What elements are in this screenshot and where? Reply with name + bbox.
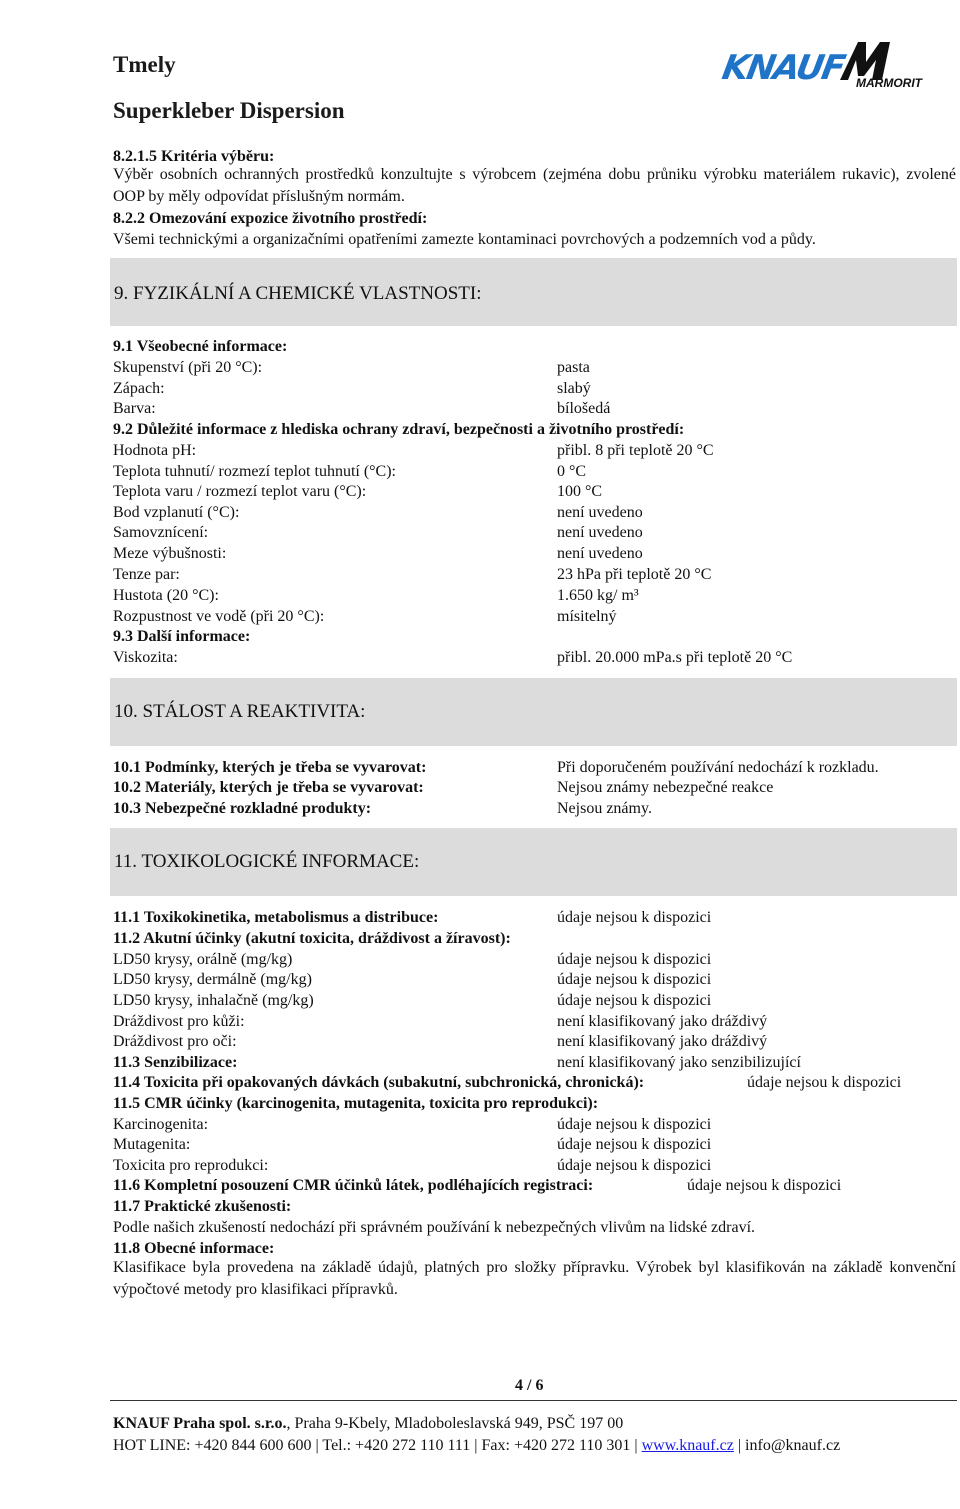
heading-11-6: 11.6 Kompletní posouzení CMR účinků látek, podléhajících registraci: — [113, 1177, 594, 1194]
property-value: údaje nejsou k dispozici — [557, 1116, 712, 1133]
paragraph-8-2-1-5: Výběr osobních ochranných prostředků konzultujte s výrobcem (zejména dobu průniku výrobku materiálem rukavic), zvolené OOP by měly odpovídat příslušným normám. — [113, 166, 956, 205]
property-value: údaje nejsou k dispozici — [687, 1177, 842, 1194]
company-name: KNAUF Praha spol. s.r.o. — [113, 1415, 287, 1432]
section-band-9 — [110, 258, 957, 326]
property-label: Dráždivost pro oči: — [113, 1033, 237, 1050]
property-value: údaje nejsou k dispozici — [557, 951, 712, 968]
section-title-10: 10. STÁLOST A REAKTIVITA: — [114, 701, 366, 722]
property-label: Meze výbušnosti: — [113, 545, 227, 562]
property-value: mísitelný — [557, 608, 617, 625]
website-link[interactable]: www.knauf.cz — [641, 1437, 734, 1454]
heading-11-3: 11.3 Senzibilizace: — [113, 1054, 238, 1071]
heading-11-7: 11.7 Praktické zkušenosti: — [113, 1198, 292, 1215]
property-label: Hodnota pH: — [113, 442, 197, 459]
property-value: Při doporučeném používání nedochází k rozkladu. — [557, 759, 879, 776]
hotline-text: HOT LINE: +420 844 600 600 | Tel.: +420 272 110 111 | Fax: +420 272 110 301 | — [113, 1437, 638, 1454]
section-band-11 — [110, 828, 957, 896]
property-label: Karcinogenita: — [113, 1116, 209, 1133]
property-value: údaje nejsou k dispozici — [557, 971, 712, 988]
property-label: Viskozita: — [113, 649, 178, 666]
property-value: pasta — [557, 359, 590, 376]
property-label: Barva: — [113, 400, 156, 417]
property-value: údaje nejsou k dispozici — [557, 992, 712, 1009]
property-label: Teplota tuhnutí/ rozmezí teplot tuhnutí (°C): — [113, 463, 396, 480]
heading-11-2: 11.2 Akutní účinky (akutní toxicita, dráždivost a žíravost): — [113, 930, 511, 947]
paragraph-11-7: Podle našich zkušeností nedochází při správném používání k nebezpečných vlivům na lidské zdraví. — [113, 1219, 756, 1236]
section-title-9: 9. FYZIKÁLNÍ A CHEMICKÉ VLASTNOSTI: — [114, 283, 482, 304]
property-label: Zápach: — [113, 380, 165, 397]
heading-10-2: 10.2 Materiály, kterých je třeba se vyvarovat: — [113, 779, 424, 796]
heading-8-2-1-5: 8.2.1.5 Kritéria výběru: — [113, 148, 275, 165]
property-label: Rozpustnost ve vodě (při 20 °C): — [113, 608, 325, 625]
company-address: , Praha 9-Kbely, Mladoboleslavská 949, PSČ 197 00 — [286, 1415, 624, 1432]
email-text: | info@knauf.cz — [737, 1437, 841, 1454]
paragraph-11-8: Klasifikace byla provedena na základě údajů, platných pro složky přípravku. Výrobek byl klasifikován na základě konvenční výpočtové metody pro klasifikaci přípravků. — [113, 1259, 956, 1298]
property-label: Dráždivost pro kůži: — [113, 1013, 245, 1030]
property-value: není klasifikovaný jako dráždivý — [557, 1013, 768, 1030]
paragraph-8-2-2: Všemi technickými a organizačními opatřeními zamezte kontaminaci povrchových a podzemních vod a půdy. — [113, 231, 816, 248]
property-value: 1.650 kg/ m³ — [557, 587, 639, 604]
property-value: není uvedeno — [557, 545, 643, 562]
property-value: není klasifikovaný jako dráždivý — [557, 1033, 768, 1050]
document-title: Tmely — [113, 52, 176, 77]
property-label: LD50 krysy, inhalačně (mg/kg) — [113, 992, 314, 1009]
section-band-10 — [110, 678, 957, 746]
heading-11-8: 11.8 Obecné informace: — [113, 1240, 275, 1257]
marmorit-logo-text: MARMORIT — [856, 76, 922, 90]
property-value: bílošedá — [557, 400, 611, 417]
property-label: Mutagenita: — [113, 1136, 191, 1153]
page-number: 4 / 6 — [515, 1377, 544, 1394]
heading-8-2-2: 8.2.2 Omezování expozice životního prostředí: — [113, 210, 428, 227]
property-value: slabý — [557, 380, 591, 397]
heading-11-5: 11.5 CMR účinky (karcinogenita, mutagenita, toxicita pro reprodukci): — [113, 1095, 599, 1112]
property-value: není klasifikovaný jako senzibilizující — [557, 1054, 801, 1071]
property-value: není uvedeno — [557, 504, 643, 521]
heading-10-3: 10.3 Nebezpečné rozkladné produkty: — [113, 800, 372, 817]
property-label: Hustota (20 °C): — [113, 587, 219, 604]
heading-9-3: 9.3 Další informace: — [113, 628, 251, 645]
property-label: Teplota varu / rozmezí teplot varu (°C): — [113, 483, 367, 500]
property-label: Toxicita pro reprodukci: — [113, 1157, 269, 1174]
property-value: 0 °C — [557, 463, 587, 480]
property-value: není uvedeno — [557, 524, 643, 541]
heading-9-1: 9.1 Všeobecné informace: — [113, 338, 288, 355]
footer-contact-line — [113, 1437, 840, 1455]
property-value: údaje nejsou k dispozici — [557, 1157, 712, 1174]
property-value: Nejsou známy. — [557, 800, 652, 817]
property-value: 23 hPa při teplotě 20 °C — [557, 566, 712, 583]
property-value: údaje nejsou k dispozici — [557, 909, 712, 926]
property-value: 100 °C — [557, 483, 603, 500]
property-label: Samovznícení: — [113, 524, 209, 541]
footer-company-line — [113, 1415, 623, 1433]
knauf-logo: KNAUF — [719, 48, 847, 88]
property-value: Nejsou známy nebezpečné reakce — [557, 779, 774, 796]
section-title-11: 11. TOXIKOLOGICKÉ INFORMACE: — [114, 851, 420, 872]
heading-11-4: 11.4 Toxicita při opakovaných dávkách (subakutní, subchronická, chronická): — [113, 1074, 645, 1091]
property-label: LD50 krysy, dermálně (mg/kg) — [113, 971, 312, 988]
footer-divider — [110, 1400, 957, 1401]
property-value: údaje nejsou k dispozici — [557, 1136, 712, 1153]
heading-9-2: 9.2 Důležité informace z hlediska ochrany zdraví, bezpečnosti a životního prostředí: — [113, 421, 685, 438]
property-value: přibl. 20.000 mPa.s při teplotě 20 °C — [557, 649, 793, 666]
product-name: Superkleber Dispersion — [113, 98, 345, 123]
heading-11-1: 11.1 Toxikokinetika, metabolismus a distribuce: — [113, 909, 439, 926]
property-value: přibl. 8 při teplotě 20 °C — [557, 442, 714, 459]
property-value: údaje nejsou k dispozici — [747, 1074, 902, 1091]
property-label: Bod vzplanutí (°C): — [113, 504, 240, 521]
heading-10-1: 10.1 Podmínky, kterých je třeba se vyvarovat: — [113, 759, 427, 776]
property-label: Tenze par: — [113, 566, 180, 583]
property-label: LD50 krysy, orálně (mg/kg) — [113, 951, 293, 968]
property-label: Skupenství (při 20 °C): — [113, 359, 263, 376]
